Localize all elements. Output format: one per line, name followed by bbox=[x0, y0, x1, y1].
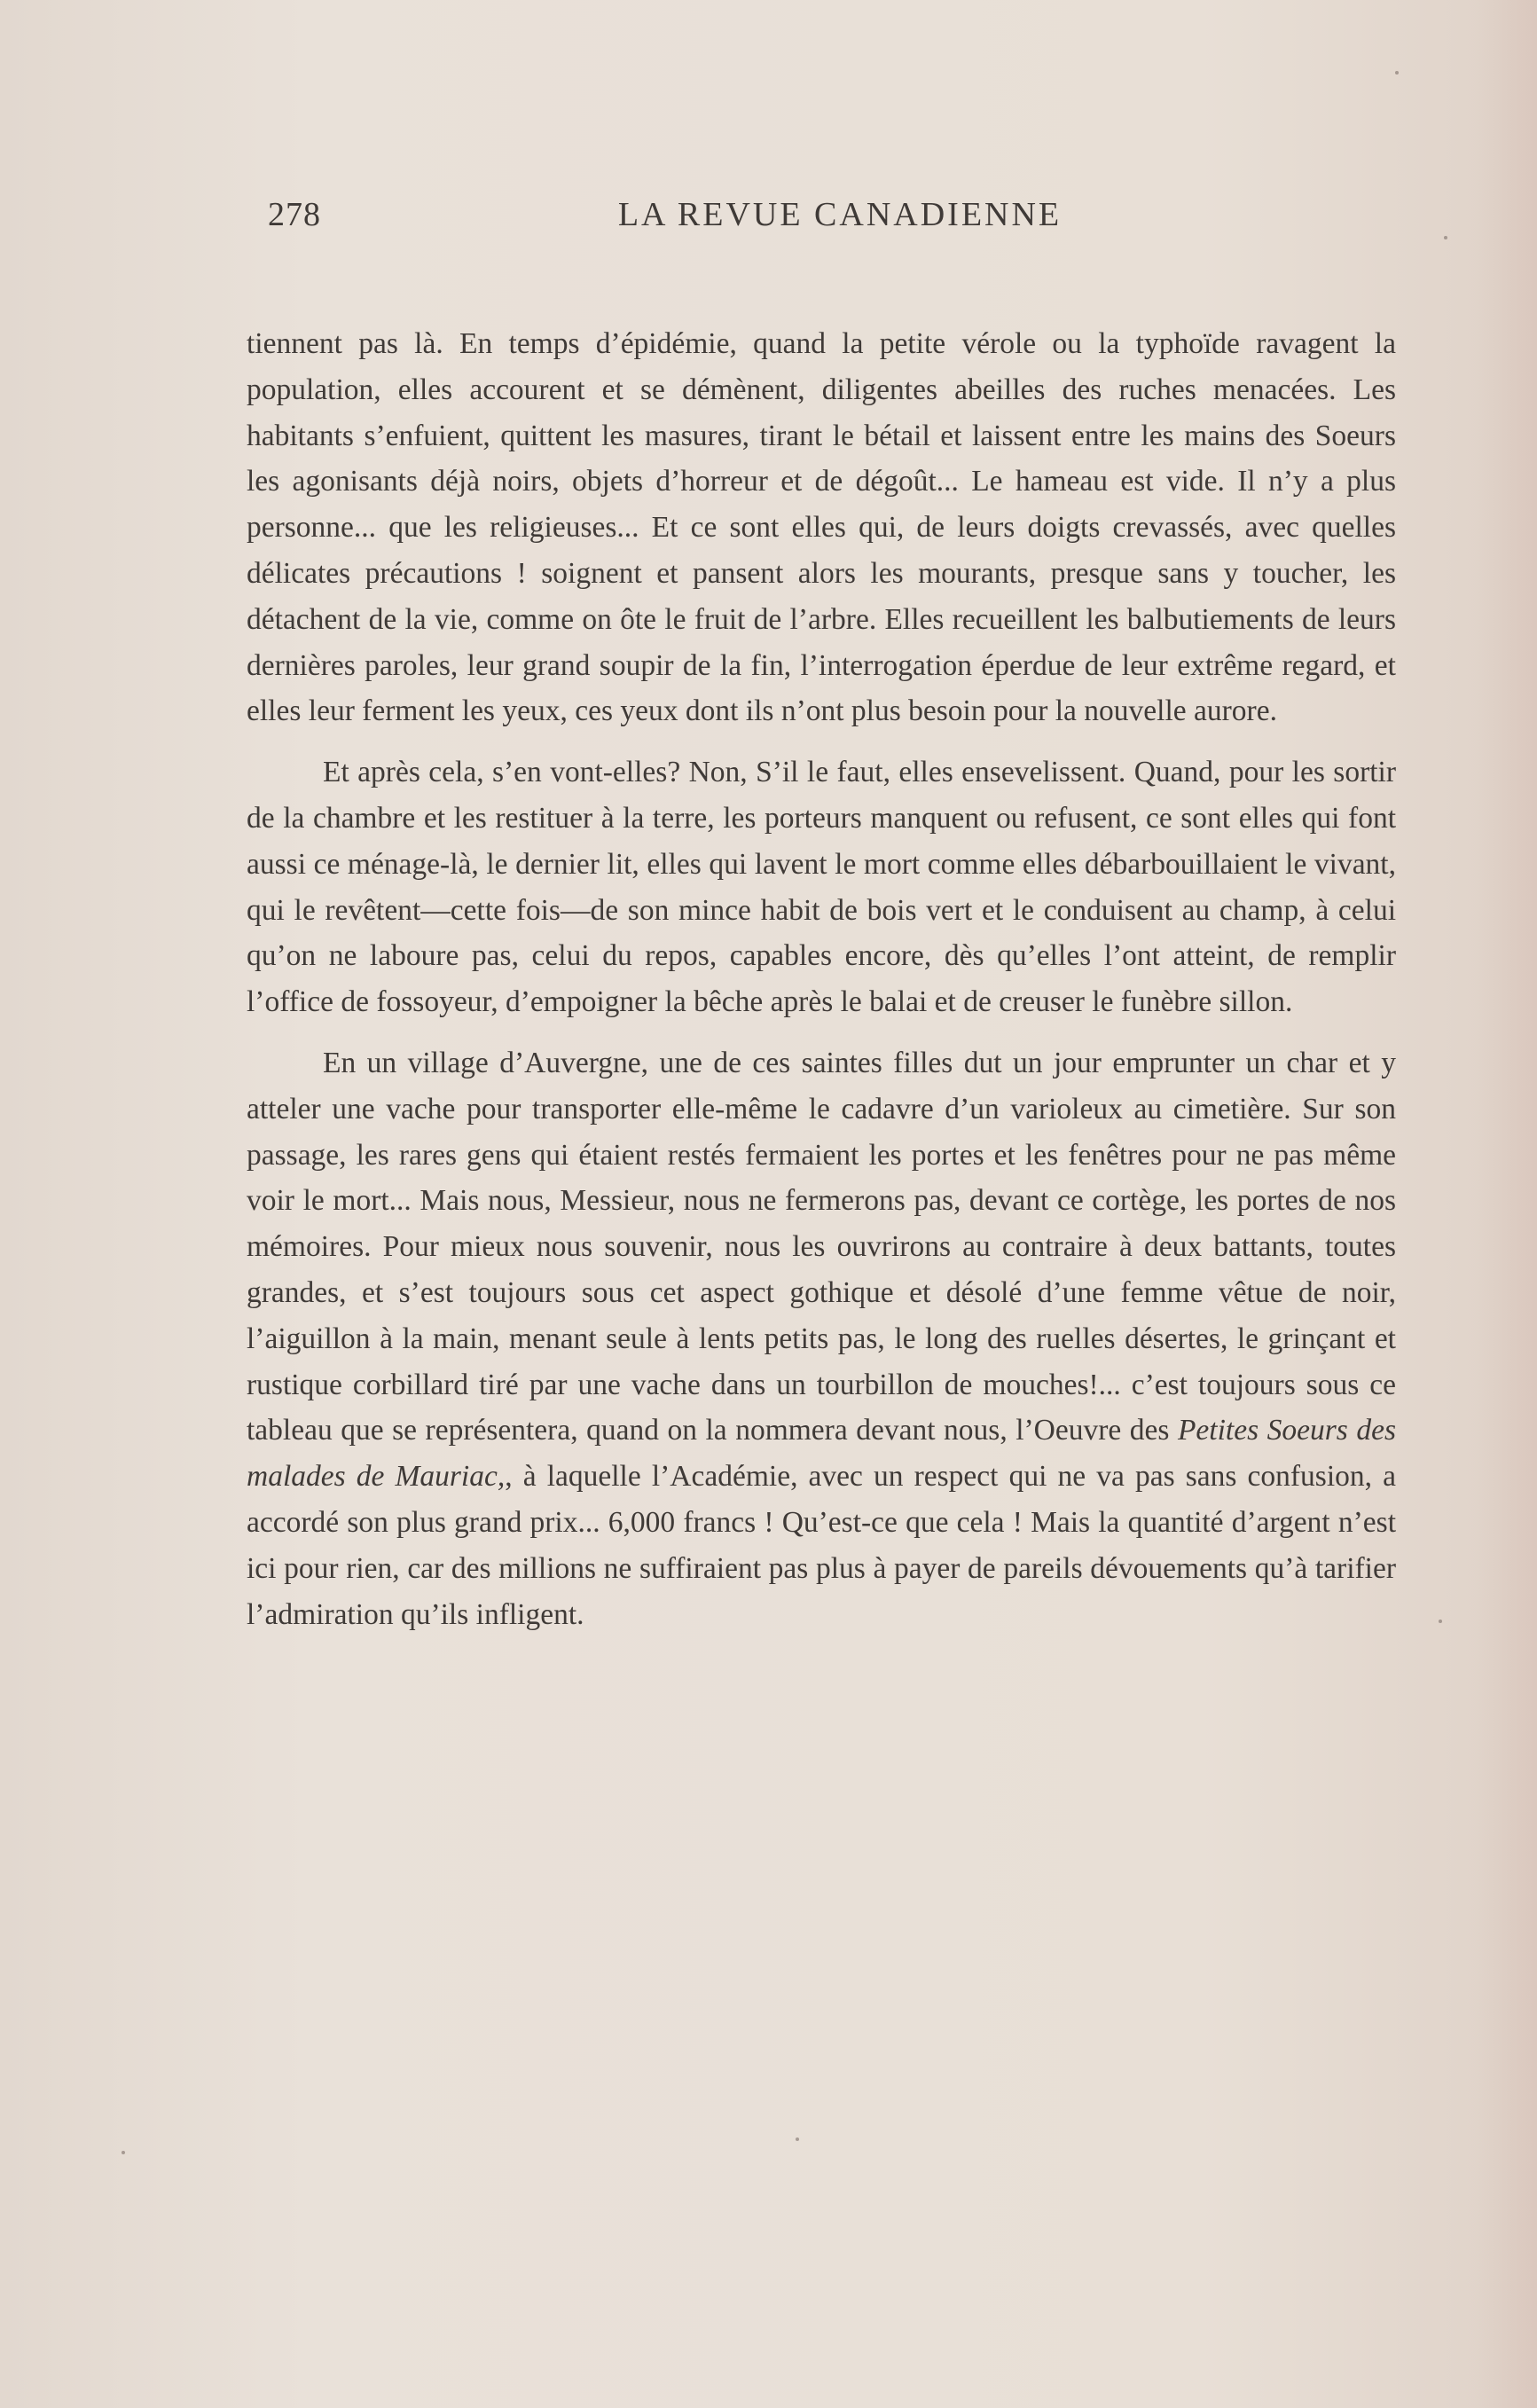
paragraph-3-continuation: , à laquelle l’Académie, avec un respect qui ne va pas sans confusion, a accordé son plus grand prix... 6,000 francs ! Qu’est-ce que cela ! Mais la quantité d’argent n’est ici pour rien, car des millions ne suffiraient pas plus à payer de pareils dévouements qu’à tarifier l’admiration qu’ils infligent. bbox=[247, 1460, 1396, 1631]
print-speck bbox=[1444, 236, 1447, 239]
body-text bbox=[247, 321, 1396, 1637]
paragraph-3-text: En un village d’Auvergne, une de ces saintes filles dut un jour emprunter un char et y atteler une vache pour transporter elle-même le cadavre d’un varioleux au cimetière. Sur son passage, les rares gens qui étaient restés fermaient les portes et les fenêtres pour ne pas même voir le mort... Mais nous, Messieur, nous ne fermerons pas, devant ce cortège, les portes de nos mémoires. Pour mieux nous souvenir, nous les ouvrirons au contraire à deux battants, toutes grandes, et s’est toujours sous cet aspect gothique et désolé d’une femme vêtue de noir, l’aiguillon à la main, menant seule à lents petits pas, le long des ruelles désertes, le grinçant et rustique corbillard tiré par une vache dans un tourbillon de mouches!... c’est toujours sous ce tableau que se représentera, quand on la nommera devant nous, l’Oeuvre des bbox=[247, 1046, 1396, 1447]
paragraph-3 bbox=[247, 1040, 1396, 1637]
running-title: LA REVUE CANADIENNE bbox=[617, 196, 1063, 233]
print-speck bbox=[122, 2151, 125, 2154]
print-speck bbox=[796, 2137, 799, 2141]
print-speck bbox=[1439, 1620, 1442, 1623]
page-edge-shadow bbox=[1475, 0, 1537, 2408]
page-number: 278 bbox=[268, 196, 321, 233]
page-header bbox=[268, 195, 1394, 248]
work-title: Petites Soeurs des malades de Mauriac, bbox=[247, 1414, 1397, 1494]
paragraph-2: Et après cela, s’en vont-elles? Non, S’il le faut, elles ensevelissent. Quand, pour les sortir de la chambre et les restituer à la terre, les porteurs manquent ou refusent, ce sont elles qui font aussi ce ménage-là, le dernier lit, elles qui lavent le mort comme elles débarbouillaient le vivant, qui le revêtent—cette fois—de son mince habit de bois vert et le conduisent au champ, à celui qu’on ne laboure pas, celui du repos, capables encore, dès qu’elles l’ont atteint, de remplir l’office de fossoyeur, d’empoigner la bêche après le balai et de creuser le funèbre sillon. bbox=[247, 756, 1396, 1019]
print-speck bbox=[1395, 71, 1399, 75]
paragraph-1: tiennent pas là. En temps d’épidémie, quand la petite vérole ou la typhoïde ravagent la population, elles accourent et se démènent, diligentes abeilles des ruches menacées. Les habitants s’enfuient, quittent les masures, tirant le bétail et laissent entre les mains des Soeurs les agonisants déjà noirs, objets d’horreur et de dégoût... Le hameau est vide. Il n’y a plus personne... que les religieuses... Et ce sont elles qui, de leurs doigts crevassés, avec quelles délicates précautions ! soignent et pansent alors les mourants, presque sans y toucher, les détachent de la vie, comme on ôte le fruit de l’arbre. Elles recueillent les balbutiements de leurs dernières paroles, leur grand soupir de la fin, l’interrogation éperdue de leur extrême regard, et elles leur ferment les yeux, ces yeux dont ils n’ont plus besoin pour la nouvelle aurore. bbox=[247, 327, 1396, 728]
